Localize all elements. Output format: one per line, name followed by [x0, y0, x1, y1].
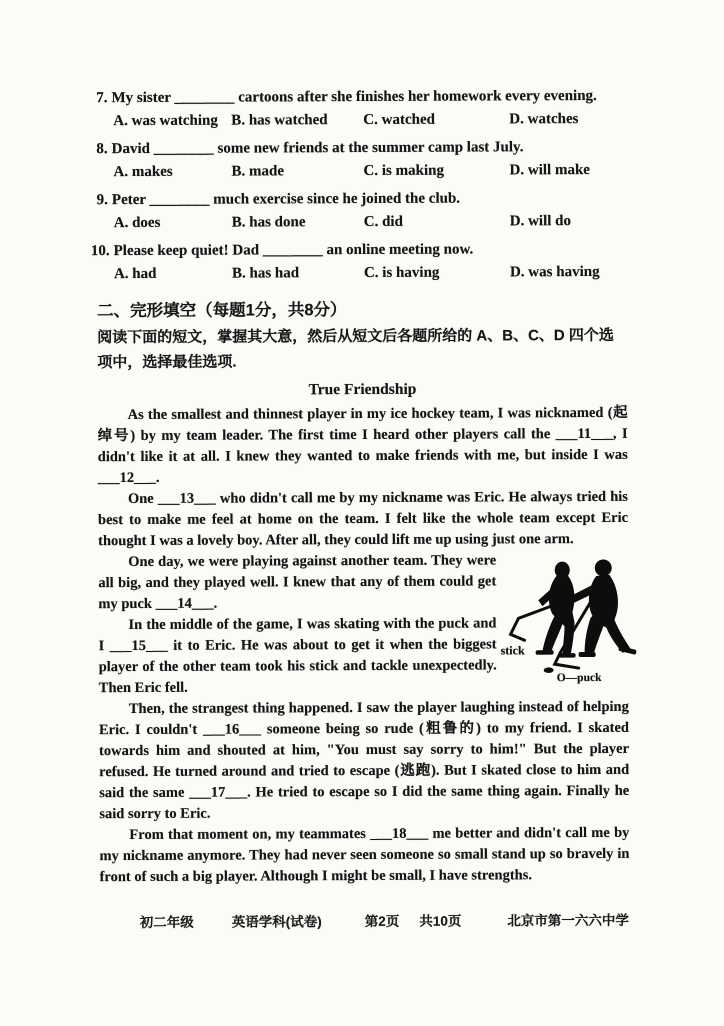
passage-paragraph-3: One day, we were playing against another team. They were all big, and they played well. I knew that any of them could get my puck ___14___.: [98, 552, 497, 613]
footer-total-pages: 共10页: [419, 913, 462, 929]
puck-label: O—puck: [556, 671, 602, 685]
cloze-section-heading: 二、完形填空（每题1分，共8分）: [97, 301, 347, 321]
passage-paragraph-5: Then, the strangest thing happened. I saw the player laughing instead of helping Eric. I couldn't ___16___ someone being so rude (粗鲁的) to my friend. I skated towards him and shouted at him, "You must say sorry to him!" But the player refused. He turned around and tried to escape (逃跑). But I skated close to him and said the same ___17___. He tried to escape so I did the same thing again. Finally he said sorry to Eric.: [98, 698, 630, 823]
option-c: C. watched: [363, 111, 435, 128]
passage-paragraph-4: In the middle of the game, I was skating with the puck and I ___15___ it to Eric. He was about to get it when the biggest player of the other team took his stick and tackle unexpectedly. Then Eric fell.: [98, 615, 497, 697]
options-row: [97, 261, 627, 286]
option-c: C. is making: [363, 162, 444, 179]
option-b: B. made: [231, 163, 285, 180]
option-a: A. was watching: [113, 112, 218, 130]
option-a: A. had: [113, 265, 157, 283]
option-b: B. has done: [231, 214, 306, 231]
option-a: A. does: [113, 214, 161, 232]
option-b: B. has watched: [231, 112, 328, 129]
hockey-players-illustration: [504, 554, 655, 685]
footer-grade: 初二年级: [139, 914, 194, 930]
question-stem: [97, 187, 627, 212]
passage-paragraph-2: One ___13___ who didn't call me by my nickname was Eric. He always tried his best to make me feel at home on the team. I felt like the whole team except Eric thought I was a lovely boy. After all, they could lift me up using just one arm.: [97, 488, 629, 550]
option-c: C. did: [363, 213, 403, 230]
option-c: C. is having: [363, 264, 440, 281]
question-number: 7.: [96, 90, 108, 107]
cloze-section: [97, 297, 630, 888]
option-d: D. will make: [509, 162, 590, 179]
options-row: [96, 108, 626, 133]
question-10: [90, 238, 627, 286]
question-9: [97, 187, 627, 235]
stick-label: stick: [500, 643, 525, 658]
question-stem: [96, 85, 626, 110]
footer-subject: 英语学科(试卷): [231, 914, 322, 930]
question-number: 8.: [96, 141, 108, 158]
question-number: 10.: [90, 243, 110, 260]
option-b: B. has had: [231, 265, 300, 282]
question-text: Please keep quiet! Dad ________ an online meeting now.: [113, 241, 474, 260]
option-a: A. makes: [113, 163, 173, 181]
question-7: [96, 85, 626, 133]
question-text: Peter ________ much exercise since he joined the club.: [111, 190, 461, 209]
question-stem: [96, 136, 626, 161]
question-text: David ________ some new friends at the summer camp last July.: [111, 139, 524, 158]
passage-body: [98, 403, 630, 888]
question-8: [96, 136, 626, 184]
hockey-figure: [500, 554, 655, 685]
passage-paragraph-1: As the smallest and thinnest player in my ice hockey team, I was nicknamed (起绰号) by my team leader. The first time I heard other players call the ___11___, I didn't like it at all. I knew they wanted to make friends with me, but inside I was ___12___.: [97, 404, 628, 487]
question-text: My sister ________ cartoons after she finishes her homework every evening.: [111, 87, 597, 107]
option-d: D. will do: [509, 213, 572, 230]
passage-paragraph-6: From that moment on, my teammates ___18___ me better and didn't call me by my nickname anymore. They had never seen someone so small stand up so bravely in front of such a big player. Although I might be small, I have strengths.: [99, 824, 630, 886]
option-d: D. watches: [509, 111, 579, 128]
passage-title: True Friendship: [308, 380, 417, 399]
options-row: [97, 210, 627, 235]
cloze-instructions: 阅读下面的短文，掌握其大意，然后从短文后各题所给的 A、B、C、D 四个选项中，选择最佳选项.: [97, 326, 614, 372]
options-row: [96, 159, 626, 184]
question-number: 9.: [96, 192, 108, 209]
question-stem: [91, 238, 627, 263]
footer-page-number: 第2页: [364, 913, 400, 929]
page-footer: [100, 912, 630, 932]
grammar-questions-section: [90, 85, 627, 286]
footer-school: 北京市第一六六中学: [507, 912, 629, 929]
option-d: D. was having: [509, 263, 600, 281]
